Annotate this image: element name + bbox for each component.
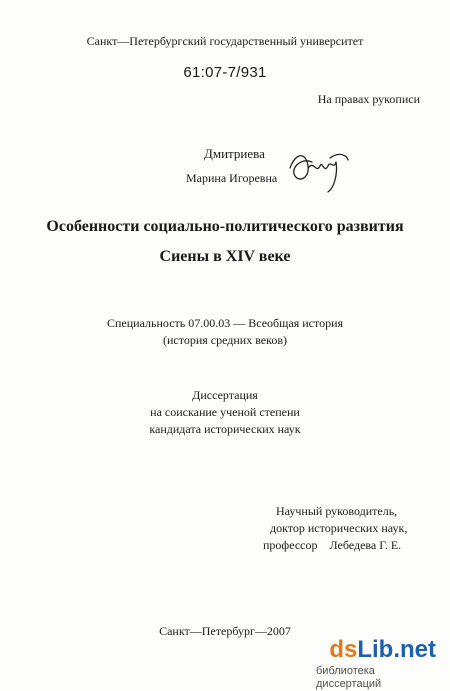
- catalog-code: 61:07-7/931: [183, 64, 267, 81]
- dslib-logo-lib: Lib: [357, 636, 394, 663]
- degree-line-2: кандидата исторических наук: [149, 422, 301, 436]
- dslib-watermark[interactable]: [316, 636, 440, 690]
- dslib-logo-ds: ds: [329, 636, 358, 663]
- dslib-logo: [329, 637, 436, 663]
- rights-notice: На правах рукописи: [317, 92, 420, 106]
- author-given-names: Марина Игоревна: [186, 171, 278, 185]
- dissertation-title-line-2: Сиены в XIV веке: [159, 248, 291, 265]
- author-surname: Дмитриева: [204, 146, 265, 161]
- dissertation-label: Диссертация: [192, 388, 258, 402]
- university-name: Санкт—Петербургский государственный университет: [86, 34, 364, 48]
- city-and-year: Санкт—Петербург—2007: [159, 624, 291, 638]
- dissertation-title-line-1: Особенности социально-политического развития: [46, 218, 404, 235]
- author-signature: [286, 144, 350, 196]
- specialty-line-2: (история средних веков): [162, 333, 288, 347]
- dslib-subtitle: библиотека диссертаций: [316, 665, 382, 690]
- degree-line-1: на соискание ученой степени: [150, 405, 300, 419]
- supervisor-line-2: доктор исторических наук,: [270, 521, 408, 535]
- supervisor-line-3: профессор Лебедева Г. Е.: [263, 538, 402, 552]
- supervisor-line-1: Научный руководитель,: [276, 504, 398, 518]
- specialty-line-1: Специальность 07.00.03 — Всеобщая история: [106, 316, 344, 330]
- dslib-logo-net: .net: [393, 636, 436, 663]
